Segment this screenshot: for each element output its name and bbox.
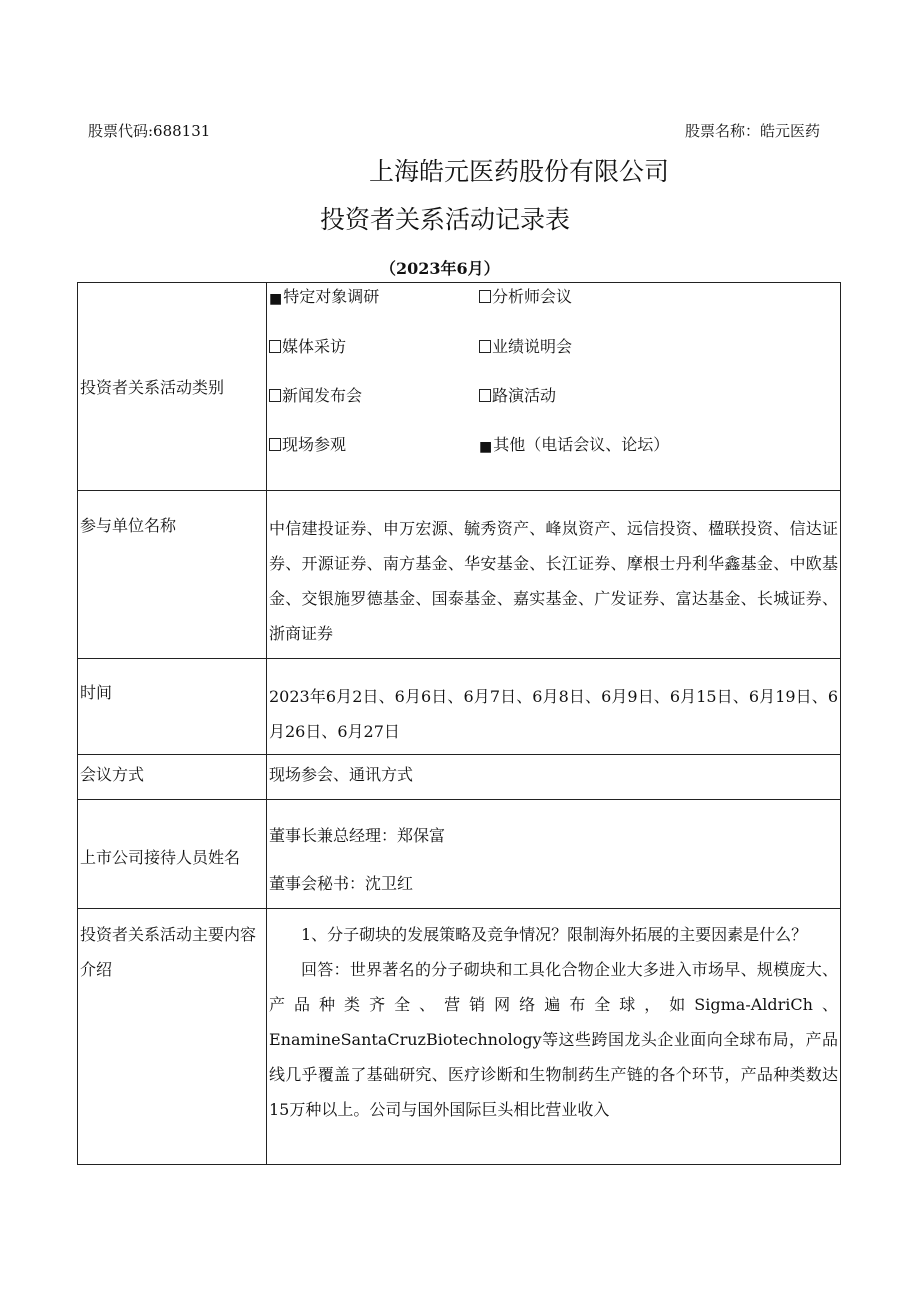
company-title: 上海皓元医药股份有限公司 (369, 157, 670, 186)
reception-value-cell (267, 800, 841, 909)
option-specific-research (269, 285, 379, 309)
option-label: 现场参观 (282, 435, 347, 454)
reception-people (267, 800, 840, 908)
meeting-mode-value-cell (267, 755, 841, 800)
intro-answer: 回答：世界著名的分子砌块和工具化合物企业大多进入市场早、规模庞大、产品种类齐全、营销网络遍布全球，如Sigma-AldriCh、EnamineSantaCruzBiotechnology等这些跨国龙头企业面向全球布局，产品线几乎覆盖了基础研究、医疗诊断和生物制药生产链的各个环节，产品种类数达15万种以上。公司与国外国际巨头相比营业收入 (269, 960, 838, 1119)
participants-value-cell (267, 491, 841, 659)
time-value-cell (267, 659, 841, 755)
option-roadshow (479, 384, 556, 408)
meeting-mode-label-cell (78, 755, 267, 800)
option-label: 分析师会议 (492, 287, 573, 306)
activity-type-options (267, 283, 840, 488)
form-title: 投资者关系活动记录表 (320, 205, 571, 234)
participants-label-cell (78, 491, 267, 659)
participants-value: 中信建投证券、申万宏源、毓秀资产、峰岚资产、远信投资、楹联投资、信达证券、开源证券、南方基金、华安基金、长江证券、摩根士丹利华鑫基金、中欧基金、交银施罗德基金、国泰基金、嘉实基金、广发证券、富达基金、长城证券、浙商证券 (269, 519, 838, 643)
row-participants (78, 491, 841, 659)
report-period: （2023年6月） (380, 259, 500, 278)
time-label-cell (78, 659, 267, 755)
meeting-mode-label: 会议方式 (80, 765, 145, 784)
stock-code: 股票代码:688131 (88, 122, 211, 140)
unchecked-box-icon (269, 438, 281, 451)
option-label: 新闻发布会 (282, 386, 363, 405)
checked-box-icon: ■ (479, 439, 493, 455)
row-meeting-mode (78, 755, 841, 800)
checked-box-icon: ■ (269, 291, 283, 307)
reception-label-cell (78, 800, 267, 909)
intro-content (267, 909, 840, 1133)
option-press-conference (269, 384, 362, 408)
intro-value-cell (267, 909, 841, 1165)
option-label: 业绩说明会 (492, 337, 573, 356)
stock-info-row (88, 120, 820, 142)
reception-person: 董事长兼总经理：郑保富 (269, 826, 446, 845)
option-analyst-meeting (479, 285, 572, 309)
row-activity-type (78, 283, 841, 491)
time-label: 时间 (80, 683, 113, 702)
reception-label: 上市公司接待人员姓名 (80, 848, 241, 867)
unchecked-box-icon (479, 389, 491, 402)
row-reception (78, 800, 841, 909)
option-site-visit (269, 433, 346, 457)
option-media-interview (269, 335, 346, 359)
intro-question: 1、分子砌块的发展策略及竞争情况？限制海外拓展的主要因素是什么？ (301, 925, 808, 944)
time-value: 2023年6月2日、6月6日、6月7日、6月8日、6月9日、6月15日、6月19日、6月26日、6月27日 (269, 687, 838, 741)
row-intro (78, 909, 841, 1165)
activity-type-label-cell (78, 283, 267, 491)
option-label: 路演活动 (492, 386, 557, 405)
stock-name: 股票名称：皓元医药 (684, 122, 820, 140)
unchecked-box-icon (479, 340, 491, 353)
reception-person: 董事会秘书：沈卫红 (269, 874, 414, 893)
meeting-mode-value: 现场参会、通讯方式 (269, 765, 414, 784)
activity-type-label: 投资者关系活动类别 (80, 378, 225, 397)
option-earnings-call (479, 335, 572, 359)
unchecked-box-icon (269, 340, 281, 353)
intro-label-cell (78, 909, 267, 1165)
activity-type-value-cell (267, 283, 841, 491)
participants-label: 参与单位名称 (80, 516, 177, 535)
activity-record-table (77, 282, 841, 1165)
option-label: 其他（电话会议、论坛） (493, 435, 670, 454)
option-other (479, 433, 669, 457)
option-label: 媒体采访 (282, 337, 347, 356)
unchecked-box-icon (269, 389, 281, 402)
unchecked-box-icon (479, 290, 491, 303)
row-time (78, 659, 841, 755)
option-label: 特定对象调研 (283, 287, 380, 306)
intro-label: 投资者关系活动主要内容介绍 (80, 925, 257, 979)
